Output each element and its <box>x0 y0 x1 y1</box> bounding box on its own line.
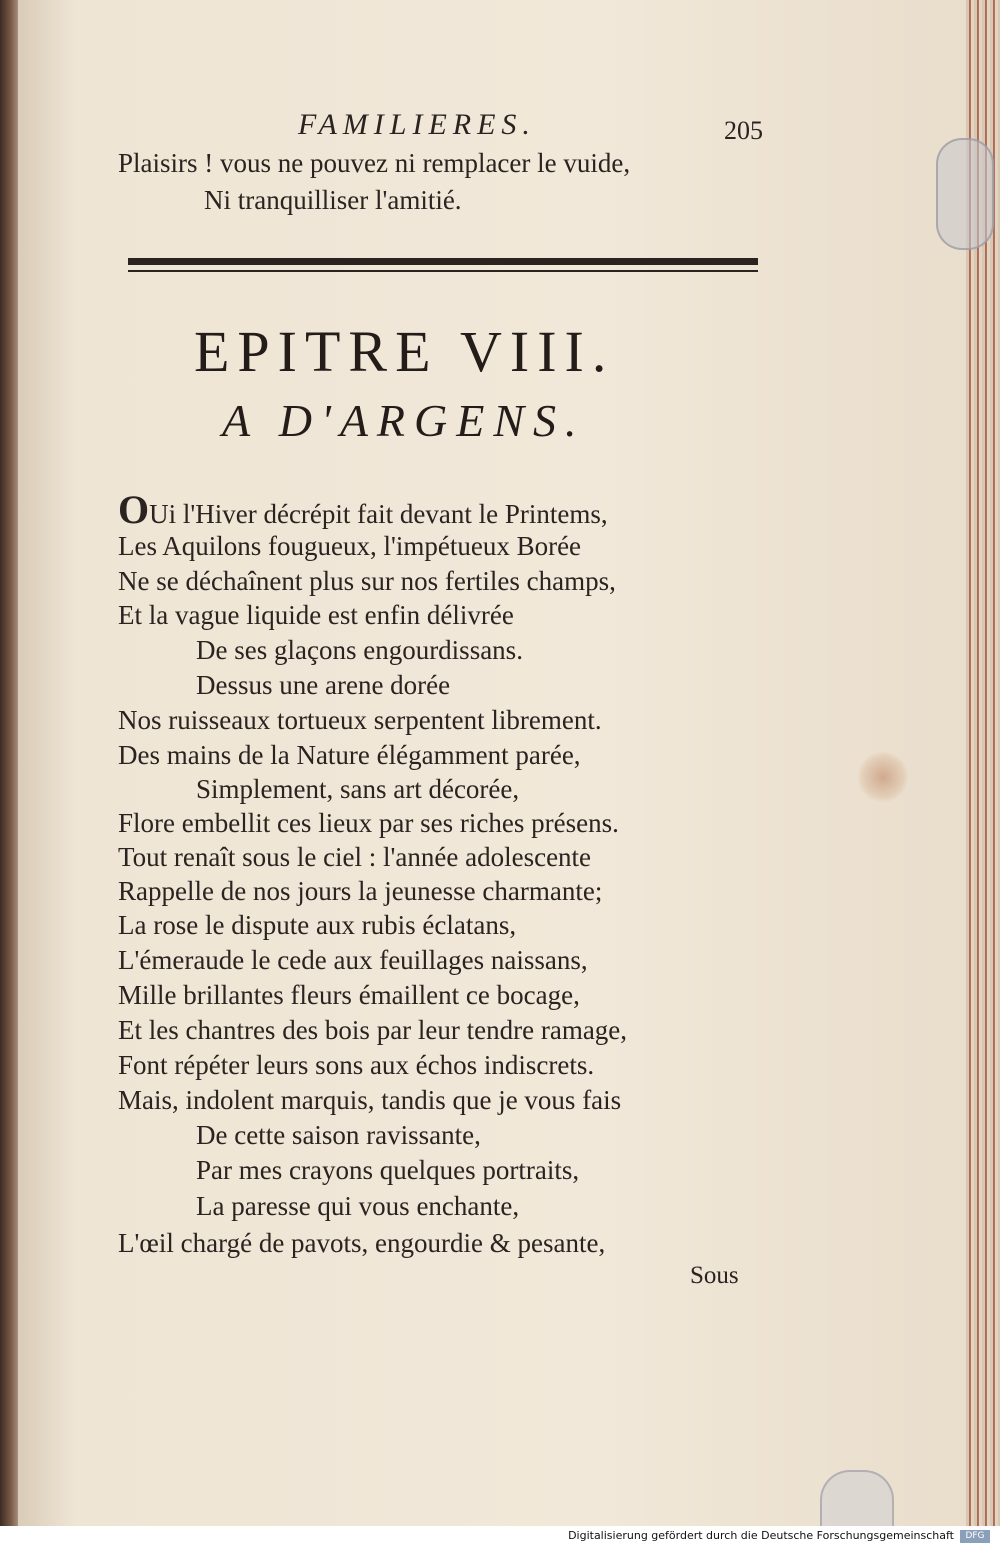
poem-line: Simplement, sans art décorée, <box>196 774 520 804</box>
drop-cap: O <box>118 487 150 532</box>
poem-line: La rose le dispute aux rubis éclatans, <box>118 910 517 940</box>
first-line-text: Ui l'Hiver décrépit fait devant le Printems, <box>149 499 608 529</box>
preceding-line: Plaisirs ! vous ne pouvez ni remplacer le vuide, <box>118 148 631 178</box>
poem-line: De cette saison ravissante, <box>196 1120 481 1150</box>
poem-line: Tout renaît sous le ciel : l'année adolescente <box>118 842 592 872</box>
page-number: 205 <box>724 116 763 145</box>
poem-line: Par mes crayons quelques portraits, <box>196 1155 580 1185</box>
poem-line: Et la vague liquide est enfin délivrée <box>118 600 514 630</box>
dfg-logo: DFG <box>960 1530 990 1543</box>
preceding-line: Ni tranquilliser l'amitié. <box>204 185 462 215</box>
poem-line: L'émeraude le cede aux feuillages naissans, <box>118 945 588 975</box>
poem-line: Mille brillantes fleurs émaillent ce bocage, <box>118 980 580 1010</box>
foxing-stain <box>858 752 908 802</box>
poem-line: Des mains de la Nature élégamment parée, <box>118 740 581 770</box>
poem-line: Nos ruisseaux tortueux serpentent librement. <box>118 705 602 735</box>
page-clip-top <box>936 138 994 250</box>
epistle-title: EPITRE VIII. <box>194 319 615 384</box>
poem-line: Les Aquilons fougueux, l'impétueux Borée <box>118 531 582 561</box>
poem-line: Font répéter leurs sons aux échos indiscrets. <box>118 1050 595 1080</box>
ornamental-rule-thick <box>128 258 758 265</box>
ornamental-rule-thin <box>128 270 758 272</box>
poem-line: De ses glaçons engourdissans. <box>196 635 523 665</box>
footer-bar <box>0 1526 1000 1547</box>
page-clip-bottom <box>820 1470 894 1526</box>
poem-line: Et les chantres des bois par leur tendre ramage, <box>118 1015 628 1045</box>
running-head: FAMILIERES. <box>298 108 536 141</box>
poem-line: La paresse qui vous enchante, <box>196 1191 520 1221</box>
poem-line: Rappelle de nos jours la jeunesse charmante; <box>118 876 603 906</box>
catchword: Sous <box>690 1262 739 1289</box>
poem-line: Flore embellit ces lieux par ses riches présens. <box>118 808 619 838</box>
epistle-subtitle: A D'ARGENS. <box>222 395 586 446</box>
poem-line: L'œil chargé de pavots, engourdie & pesante, <box>118 1228 606 1258</box>
footer-credit: Digitalisierung gefördert durch die Deutsche Forschungsgemeinschaft <box>568 1529 954 1542</box>
poem-line: Ne se déchaînent plus sur nos fertiles champs, <box>118 566 616 596</box>
poem-line: Mais, indolent marquis, tandis que je vous fais <box>118 1085 622 1115</box>
poem-line: Dessus une arene dorée <box>196 670 451 700</box>
poem-first-line <box>118 486 608 533</box>
